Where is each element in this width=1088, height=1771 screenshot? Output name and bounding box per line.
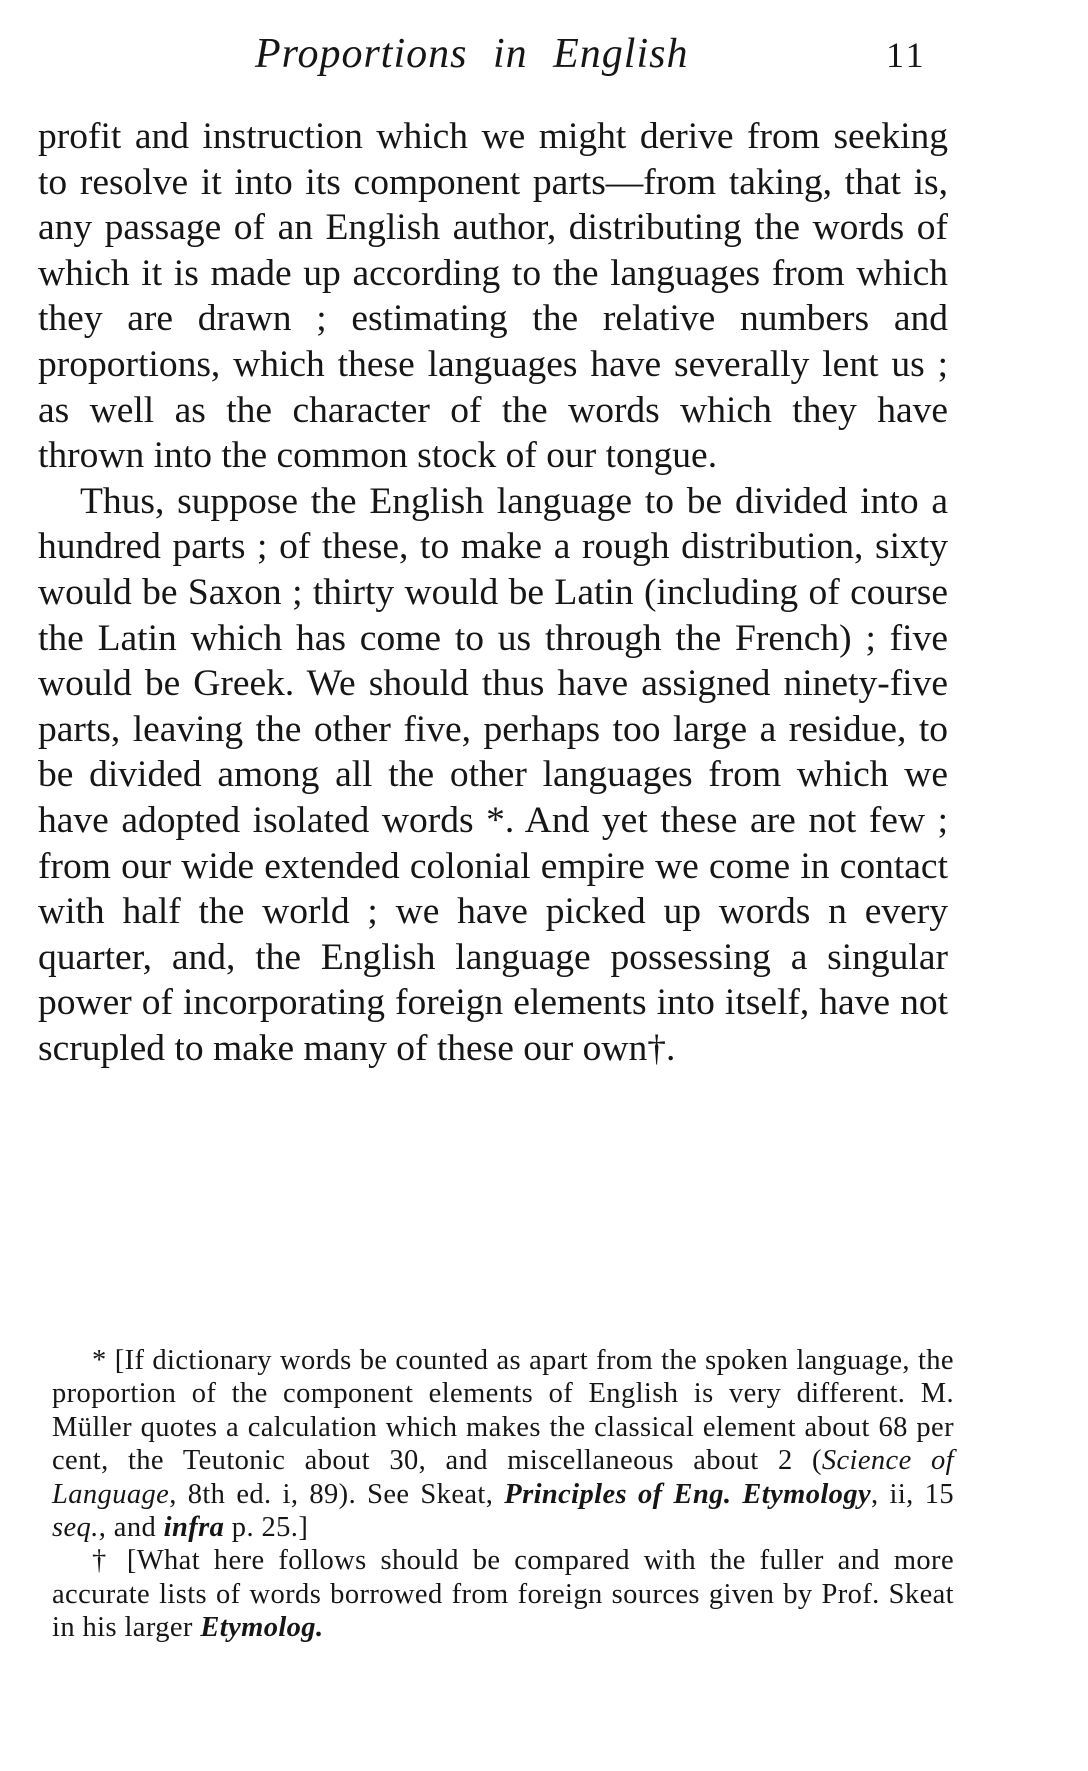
footnote-1-text: , ii, 15 [871, 1478, 954, 1510]
paragraph-2-part-b: . And yet these are not few ; from our wide extended colonial empire we come in contact with half the world ; we have picked up words n every quarter, and, the English language possessing a singular power of incorporating foreign elements into itself, have not scrupled to make many of these our own [38, 799, 949, 1069]
running-title: Proportions in English [255, 31, 689, 77]
page-number: 11 [886, 35, 927, 75]
paragraph-2 [38, 479, 948, 1072]
paragraph-2-part-c: . [665, 1027, 676, 1069]
footnote-1-infra: infra [163, 1512, 225, 1544]
paragraph-1: profit and instruction which we might derive from seeking to resolve it into its component parts—from taking, that is, any passage of an English author, distributing the words of which it is made up according to the languages from which they are drawn ; estimating the relative numbers and proportions, which these languages have severally lent us ; as well as the character of the words which they have thrown into the common stock of our tongue. [38, 116, 948, 477]
footnote-2 [52, 1544, 954, 1644]
footnote-1-text: * [If dictionary words be counted as apart from the spoken language, the proportion of the component elements of English is very different. M. Müller quotes a calculation which makes the classical element about 68 per cent, the Teutonic about 30, and miscellaneous about 2 ( [52, 1345, 954, 1477]
footnote-2-title-etymolog: Etymolog. [200, 1612, 324, 1644]
footnote-1-title-science-of-language: Science of Language [52, 1445, 954, 1510]
body-text [38, 114, 948, 1071]
footnotes [52, 1344, 954, 1645]
footnote-1-text: , and [98, 1512, 164, 1544]
footnote-mark-asterisk: * [473, 799, 505, 841]
footnote-1-text: p. 25.] [224, 1512, 309, 1544]
paragraph-2-part-a: Thus, suppose the English language to be divided into a hundred parts ; of these, to make a rough distribution, sixty would be Saxon ; thirty would be Latin (including of course the Latin which has come to us through the French) ; five would be Greek. We should thus have assigned ninety-five parts, leaving the other five, perhaps too large a residue, to be divided among all the other languages from which we have adopted isolated words [38, 480, 948, 841]
footnote-1 [52, 1344, 954, 1544]
running-head [0, 30, 1088, 90]
footnote-mark-dagger: † [647, 1027, 666, 1069]
footnote-1-seq: seq. [52, 1512, 99, 1544]
footnote-1-title-principles: Principles of Eng. Etymology [504, 1478, 872, 1510]
footnote-1-text: , 8th ed. i, 89). See Skeat, [169, 1478, 505, 1510]
footnote-2-text: † [What here follows should be compared with the fuller and more accurate lists of words borrowed from foreign sources given by Prof. Skeat in his larger [52, 1545, 954, 1644]
